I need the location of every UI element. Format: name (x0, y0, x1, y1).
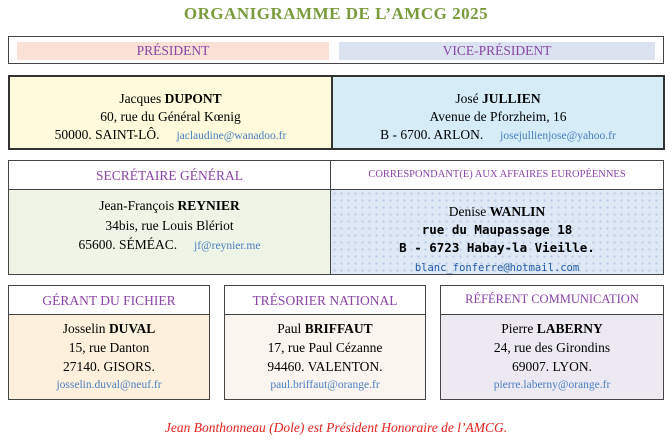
vice-president-firstname: José (455, 91, 479, 106)
vice-president-header: VICE-PRÉSIDENT (442, 43, 552, 58)
correspondant-email-link[interactable]: blanc_fonferre@hotmail.com (414, 262, 580, 274)
row1-content-frame (8, 75, 665, 150)
correspondant-surname: WANLIN (489, 204, 546, 219)
president-card (10, 77, 331, 148)
vice-president-email-link[interactable]: josejullienjose@yahoo.fr (500, 130, 616, 142)
tresorier-city: 94460. VALENTON. (267, 359, 383, 374)
secretaire-email-link[interactable]: jf@reynier.me (194, 240, 261, 252)
tresorier-frame (224, 285, 426, 400)
row1-header-frame (8, 36, 664, 64)
tresorier-firstname: Paul (277, 321, 302, 336)
secretaire-city: 65600. SÉMÉAC. (78, 237, 178, 252)
referent-frame (440, 285, 664, 400)
secretaire-city-line (9, 235, 330, 256)
referent-header: RÉFÉRENT COMMUNICATION (465, 291, 639, 306)
correspondant-name (331, 202, 663, 221)
gerant-city: 27140. GISORS. (63, 359, 155, 374)
referent-firstname: Pierre (501, 321, 534, 336)
tresorier-card (225, 315, 425, 399)
referent-email-link[interactable]: pierre.laberny@orange.fr (493, 379, 611, 391)
secretaire-address: 34bis, rue Louis Blériot (105, 218, 234, 233)
president-name (10, 89, 331, 108)
row2-frame (8, 160, 664, 275)
vice-president-card (333, 77, 663, 148)
president-surname: DUPONT (164, 91, 222, 106)
secretaire-name (9, 196, 330, 215)
secretaire-card (9, 190, 330, 274)
secretaire-firstname: Jean-François (99, 198, 175, 213)
tresorier-address: 17, rue Paul Cézanne (267, 340, 383, 355)
gerant-address: 15, rue Danton (68, 340, 150, 355)
gerant-email-link[interactable]: josselin.duval@neuf.fr (56, 379, 162, 391)
referent-card (441, 315, 663, 399)
gerant-card (9, 315, 209, 399)
tresorier-header: TRÉSORIER NATIONAL (252, 293, 398, 308)
vice-president-city: B - 6700. ARLON. (380, 127, 484, 142)
vice-president-name (333, 89, 663, 108)
president-firstname: Jacques (119, 91, 162, 106)
honorary-president-note: Jean Bonthonneau (Dole) est Président Honoraire de l’AMCG. (164, 420, 508, 435)
gerant-header: GÉRANT DU FICHIER (42, 293, 176, 308)
correspondant-header: CORRESPONDANT(E) AUX AFFAIRES EUROPÉENNES (368, 168, 626, 180)
correspondant-city-line (331, 238, 663, 278)
tresorier-email-link[interactable]: paul.briffaut@orange.fr (270, 379, 380, 391)
referent-address: 24, rue des Girondins (493, 340, 611, 355)
gerant-firstname: Josselin (62, 321, 106, 336)
secretaire-header: SECRÉTAIRE GÉNÉRAL (95, 168, 244, 183)
correspondant-card (331, 190, 663, 274)
page-title: ORGANIGRAMME DE L’AMCG 2025 (183, 4, 489, 23)
tresorier-name (225, 319, 425, 338)
referent-surname: LABERNY (536, 321, 603, 336)
secretaire-surname: REYNIER (177, 198, 240, 213)
gerant-name (9, 319, 209, 338)
correspondant-city: B - 6723 Habay-la Vieille. (399, 240, 595, 255)
vice-president-city-line (333, 125, 663, 146)
referent-city: 69007. LYON. (511, 359, 593, 374)
president-address: 60, rue du Général Kœnig (100, 109, 241, 124)
correspondant-firstname: Denise (448, 204, 487, 219)
gerant-frame (8, 285, 210, 400)
president-city: 50000. SAINT-LÔ. (54, 127, 160, 142)
vice-president-surname: JULLIEN (482, 91, 541, 106)
tresorier-surname: BRIFFAUT (304, 321, 373, 336)
correspondant-address: rue du Maupassage 18 (421, 222, 573, 237)
president-email-link[interactable]: jaclaudine@wanadoo.fr (176, 130, 287, 142)
vice-president-address: Avenue de Pforzheim, 16 (429, 109, 567, 124)
president-city-line (10, 125, 331, 146)
referent-name (441, 319, 663, 338)
president-header: PRÉSIDENT (136, 43, 210, 58)
gerant-surname: DUVAL (108, 321, 156, 336)
